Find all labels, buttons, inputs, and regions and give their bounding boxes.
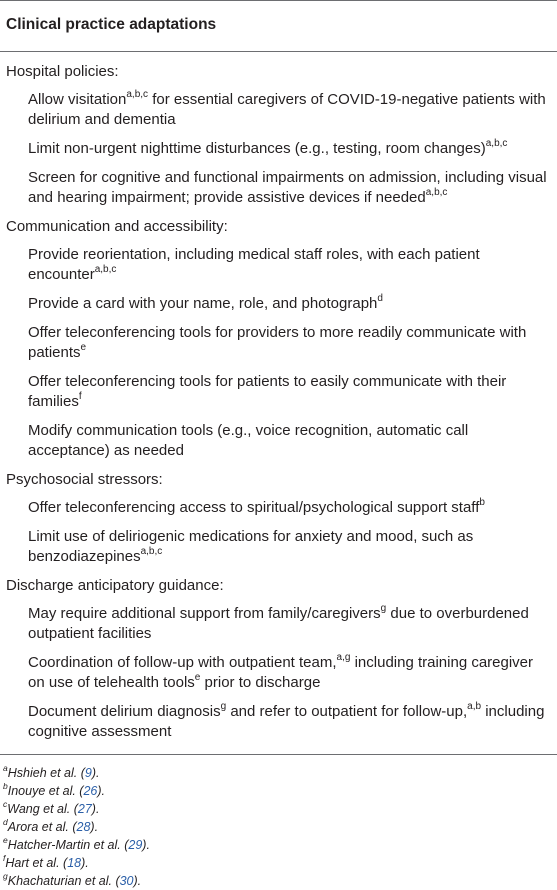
item-text: prior to discharge [200, 674, 321, 691]
list-item [0, 165, 557, 214]
item-text: including training caregiver on use of telehealth tools [28, 654, 534, 691]
footnote [0, 836, 557, 854]
footnote [0, 800, 557, 818]
citation-superscript: g [380, 603, 387, 614]
citation-superscript: d [377, 293, 383, 304]
list-item [0, 524, 557, 573]
table-header: Clinical practice adaptations [6, 16, 217, 33]
citation-superscript: a,b,c [485, 138, 508, 149]
footnote-author: Khachaturian et al. ( [7, 874, 120, 888]
item-text: Provide reorientation, including medical staff roles, with each patient encounter [28, 246, 480, 283]
citation-superscript: g [220, 701, 227, 712]
footnote-author: Hatcher-Martin et al. ( [7, 838, 129, 852]
item-text: Provide a card with your name, role, and photograph [28, 295, 378, 312]
citation-superscript: a,g [336, 652, 351, 663]
list-item [0, 136, 557, 165]
footnote-author: Wang et al. ( [7, 802, 78, 816]
item-text: Offer teleconferencing access to spiritual/psychological support staff [28, 499, 480, 516]
item-text: May require additional support from family/caregivers [28, 605, 381, 622]
item-text: due to overburdened outpatient facilities [28, 605, 529, 642]
footnote-end: ). [97, 784, 106, 798]
list-item [0, 369, 557, 418]
footnote-author: Inouye et al. ( [7, 784, 84, 798]
citation-superscript: e [194, 672, 201, 683]
footnote-mark: g [3, 870, 8, 881]
item-text: for essential caregivers of COVID-19-negative patients with delirium and dementia [28, 91, 546, 128]
citation-superscript: b [479, 497, 485, 508]
item-text: Allow visitation [28, 91, 127, 108]
section-title: Discharge anticipatory guidance: [6, 577, 224, 594]
item-text: and refer to outpatient for follow-up, [226, 703, 468, 720]
footnote-mark: a [3, 762, 8, 773]
item-text: Limit non-urgent nighttime disturbances (e.g., testing, room changes) [28, 140, 486, 157]
section-title: Communication and accessibility: [6, 218, 228, 235]
footnote-reference-link[interactable]: 29 [128, 838, 143, 852]
footnote-author: Hart et al. ( [5, 856, 68, 870]
footnote-reference-link[interactable]: 28 [76, 820, 91, 834]
footnote-author: Hshieh et al. ( [7, 766, 85, 780]
footnote-end: ). [91, 766, 100, 780]
list-item [0, 601, 557, 650]
citation-superscript: a,b [467, 701, 482, 712]
footnote-reference-link[interactable]: 26 [83, 784, 98, 798]
item-text: Document delirium diagnosis [28, 703, 221, 720]
item-text: Screen for cognitive and functional impairments on admission, including visual and hearing impairment; provide assistive devices if needed [28, 169, 547, 206]
citation-superscript: a,b,c [140, 546, 163, 557]
footnote-mark: e [3, 834, 8, 845]
item-text: Modify communication tools (e.g., voice recognition, automatic call acceptance) as needed [28, 422, 469, 459]
item-text: Coordination of follow-up with outpatient team, [28, 654, 337, 671]
footnote [0, 782, 557, 800]
footnote-reference-link[interactable]: 30 [119, 874, 134, 888]
item-text: including cognitive assessment [28, 703, 545, 740]
footnote [0, 764, 557, 782]
list-item [0, 87, 557, 136]
citation-superscript: a,b,c [94, 264, 117, 275]
footnote-end: ). [81, 856, 89, 870]
footnote-author: Arora et al. ( [7, 820, 77, 834]
footnote-end: ). [133, 874, 142, 888]
list-item [0, 242, 557, 291]
table-body [0, 52, 557, 754]
footnote-mark: c [3, 798, 8, 809]
item-text: Offer teleconferencing tools for providers to more readily communicate with patients [28, 324, 527, 361]
section-title: Hospital policies: [6, 63, 119, 80]
citation-superscript: a,b,c [126, 89, 149, 100]
list-item [0, 650, 557, 699]
section-title: Psychosocial stressors: [6, 471, 163, 488]
footnote [0, 854, 557, 872]
footnotes [0, 755, 557, 890]
footnote-end: ). [90, 820, 99, 834]
item-text: Limit use of deliriogenic medications for anxiety and mood, such as benzodiazepines [28, 528, 474, 565]
list-item [0, 699, 557, 748]
footnote-mark: d [3, 816, 8, 827]
list-item [0, 291, 557, 320]
footnote-end: ). [142, 838, 150, 852]
item-text: Offer teleconferencing tools for patients to easily communicate with their families [28, 373, 507, 410]
footnote [0, 818, 557, 836]
footnote-mark: f [3, 852, 6, 863]
citation-superscript: a,b,c [425, 187, 448, 198]
footnote-mark: b [3, 780, 8, 791]
list-item [0, 320, 557, 369]
citation-superscript: f [78, 391, 82, 402]
list-item [0, 418, 557, 467]
footnote-reference-link[interactable]: 9 [84, 766, 92, 780]
footnote-reference-link[interactable]: 18 [67, 856, 82, 870]
citation-superscript: e [80, 342, 87, 353]
footnote-reference-link[interactable]: 27 [77, 802, 92, 816]
list-item [0, 495, 557, 524]
footnote [0, 872, 557, 890]
footnote-end: ). [91, 802, 100, 816]
